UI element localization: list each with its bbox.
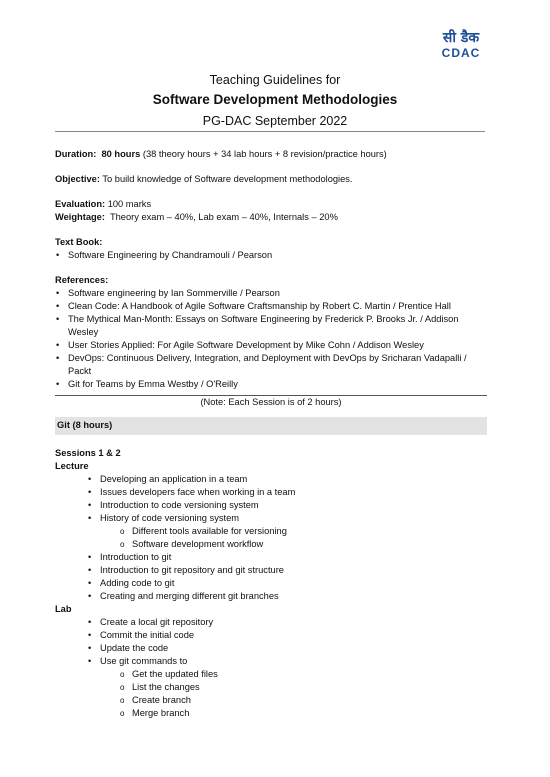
references-heading: References: [55, 275, 109, 285]
duration-value: 80 hours [101, 149, 141, 159]
course-title: Software Development Methodologies [152, 92, 398, 107]
reference-item: • Clean Code: A Handbook of Agile Software Craftsmanship by Robert C. Martin / Prentice Hall [55, 300, 487, 313]
evaluation-label: Evaluation: [55, 199, 106, 209]
session-note: (Note: Each Session is of 2 hours) [200, 397, 342, 407]
lab-list [55, 616, 487, 720]
lab-sublist [100, 668, 487, 720]
weightage-line [55, 211, 487, 224]
reference-item: • User Stories Applied: For Agile Software Development by Mike Cohn / Addison Wesley [55, 339, 487, 352]
reference-item: • The Mythical Man-Month: Essays on Software Engineering by Frederick P. Brooks Jr. / Addison Wesley [55, 313, 487, 339]
document-header [0, 72, 550, 130]
logo-brand-text: CDAC [441, 46, 481, 60]
lecture-label: Lecture [55, 461, 89, 471]
lecture-item: • Introduction to git [88, 551, 487, 564]
lecture-item [88, 512, 487, 551]
lecture-item: • Developing an application in a team [88, 473, 487, 486]
weightage-label: Weightage: [55, 212, 105, 222]
textbook-item: • Software Engineering by Chandramouli / Pearson [55, 249, 487, 262]
lecture-item-text: History of code versioning system [100, 513, 239, 523]
lab-item: • Commit the initial code [88, 629, 487, 642]
lecture-subitem: o Different tools available for versioning [120, 525, 487, 538]
lecture-subitem: o Software development workflow [120, 538, 487, 551]
lecture-item: • Issues developers face when working in a team [88, 486, 487, 499]
batch-title: PG-DAC September 2022 [202, 114, 348, 128]
reference-item: • DevOps: Continuous Delivery, Integration, and Deployment with DevOps by Sricharan Vadapalli / Packt [55, 352, 487, 378]
lab-item-text: Use git commands to [100, 656, 188, 666]
lab-subitem: o Merge branch [120, 707, 487, 720]
header-divider [55, 131, 485, 132]
lab-subitem: o List the changes [120, 681, 487, 694]
lecture-item: • Introduction to git repository and git structure [88, 564, 487, 577]
reference-item: • Git for Teams by Emma Westby / O'Reilly [55, 378, 487, 391]
section-title-bar: Git (8 hours) [55, 417, 487, 435]
reference-item: • Software engineering by Ian Sommerville / Pearson [55, 287, 487, 300]
lab-item: • Update the code [88, 642, 487, 655]
references-list [55, 287, 487, 391]
objective-line [55, 173, 487, 186]
lab-item [88, 655, 487, 720]
lab-label: Lab [55, 604, 72, 614]
lecture-item: • Introduction to code versioning system [88, 499, 487, 512]
lecture-sublist [100, 525, 487, 551]
duration-detail: (38 theory hours + 34 lab hours + 8 revision/practice hours) [142, 149, 387, 159]
duration-line [55, 148, 487, 161]
evaluation-line [55, 198, 487, 211]
evaluation-value: 100 marks [107, 199, 152, 209]
weightage-value: Theory exam – 40%, Lab exam – 40%, Internals – 20% [109, 212, 338, 222]
lecture-item: • Creating and merging different git branches [88, 590, 487, 603]
header-line: Teaching Guidelines for [209, 73, 341, 87]
objective-label: Objective: [55, 174, 100, 184]
lecture-list [55, 473, 487, 603]
lab-subitem: o Create branch [120, 694, 487, 707]
textbook-list [55, 249, 487, 262]
duration-label: Duration: [55, 149, 97, 159]
logo-hindi-text: सी डैक [442, 30, 480, 46]
lecture-item: • Adding code to git [88, 577, 487, 590]
cdac-logo [440, 30, 482, 60]
lab-subitem: o Get the updated files [120, 668, 487, 681]
lab-item: • Create a local git repository [88, 616, 487, 629]
textbook-heading: Text Book: [55, 237, 103, 247]
sessions-heading: Sessions 1 & 2 [55, 448, 121, 458]
objective-value: To build knowledge of Software development methodologies. [102, 174, 353, 184]
document-body [55, 148, 487, 720]
